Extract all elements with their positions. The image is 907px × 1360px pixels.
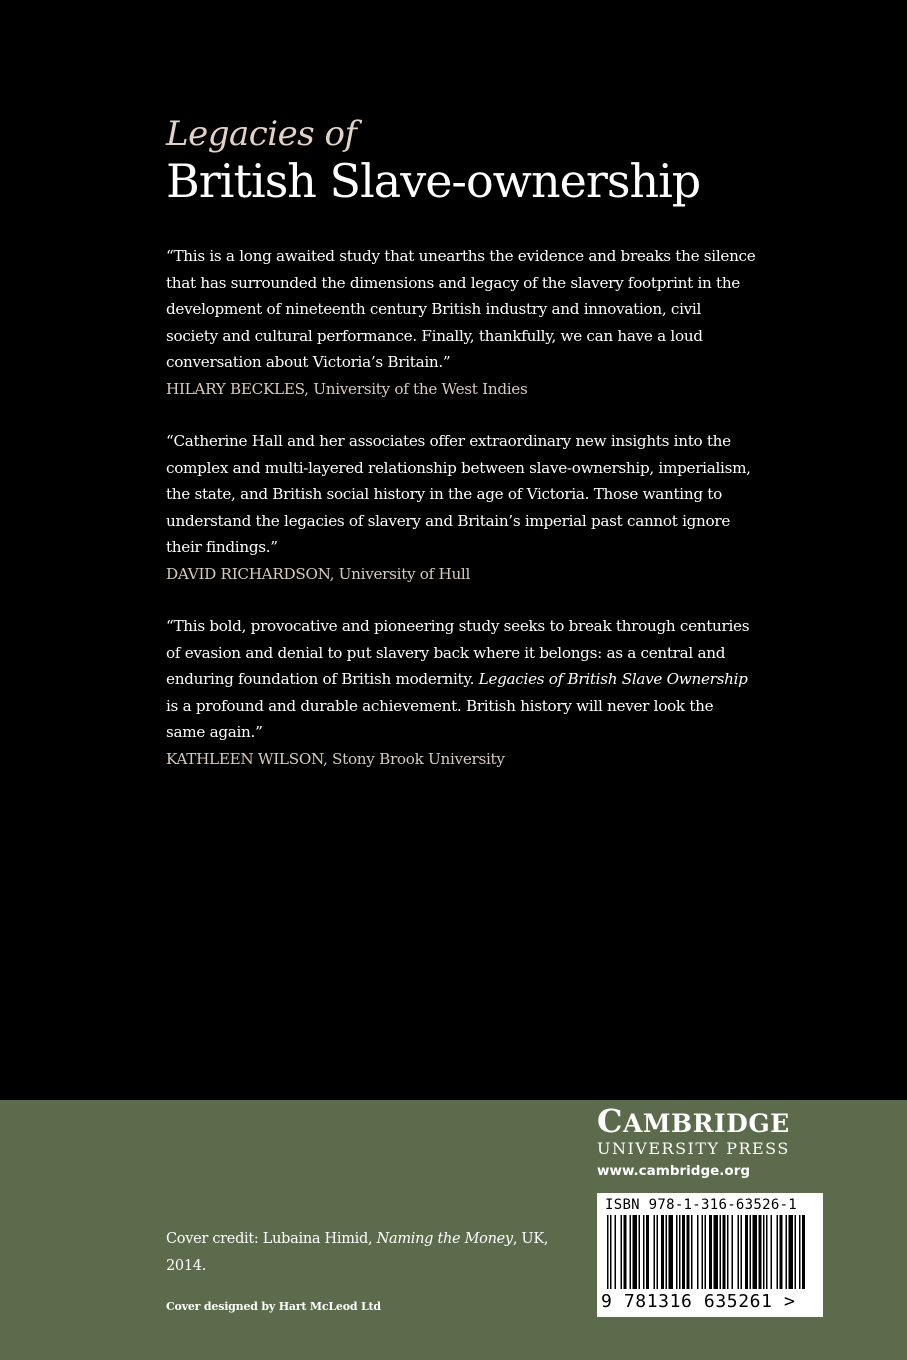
quote-attribution	[166, 565, 470, 583]
endorser-name: DAVID RICHARDSON	[166, 564, 330, 583]
isbn-label: ISBN 978-1-316-63526-1	[605, 1197, 798, 1213]
publisher-logo	[597, 1103, 837, 1182]
barcode-bar	[630, 1215, 632, 1289]
barcode-bar	[766, 1215, 768, 1289]
barcode-bar	[799, 1215, 801, 1289]
endorsement-quote	[166, 613, 756, 772]
barcode-bar	[697, 1215, 699, 1289]
barcode-bar	[802, 1215, 805, 1289]
barcode-bar	[661, 1215, 664, 1289]
quote-book-title: Legacies of British Slave Ownership	[478, 670, 748, 688]
title-line-1: Legacies of	[166, 114, 357, 154]
barcode-bar	[607, 1215, 609, 1289]
endorser-affiliation: , University of the West Indies	[304, 379, 528, 398]
title-block	[166, 112, 806, 210]
barcode-bar	[732, 1215, 734, 1289]
barcode-bar	[676, 1215, 678, 1289]
isbn-barcode	[597, 1193, 823, 1317]
barcode-bar	[657, 1215, 659, 1289]
publisher-name-rest: AMBRIDGE	[622, 1109, 790, 1138]
barcode-bar	[702, 1215, 704, 1289]
barcode-bar	[643, 1215, 645, 1289]
publisher-press: UNIVERSITY PRESS	[597, 1139, 790, 1158]
publisher-name	[597, 1103, 837, 1142]
quote-text: “This is a long awaited study that unearths the evidence and breaks the silence that has surrounded the dimensions and legacy of the slavery footprint in the development of nineteenth century British industry and innovation, civil society and cultural performance. Finally, thankfully, we can have a loud conversation about Victoria’s Britain.”	[166, 247, 756, 371]
endorser-affiliation: , Stony Brook University	[322, 749, 505, 768]
barcode-bar	[795, 1215, 797, 1289]
barcode-bar	[682, 1215, 685, 1289]
barcode-bar	[763, 1215, 765, 1289]
cover-designer: Cover designed by Hart McLeod Ltd	[166, 1300, 381, 1313]
barcode-bar	[639, 1215, 641, 1289]
barcode-bar	[745, 1215, 748, 1289]
barcode-bar	[759, 1215, 762, 1289]
barcode-bar	[633, 1215, 638, 1289]
quote-attribution	[166, 380, 527, 398]
endorser-affiliation: , University of Hull	[329, 564, 471, 583]
barcode-bar	[741, 1215, 743, 1289]
quote-text-end: is a profound and durable achievement. British history will never look the same again.”	[166, 696, 714, 741]
quote-attribution	[166, 750, 505, 768]
cover-credit-work: Naming the Money	[376, 1231, 513, 1247]
quote-text: “Catherine Hall and her associates offer extraordinary new insights into the complex and multi-layered relationship between slave-ownership, imperialism, the state, and British social history in the age of Victoria. Those wanting to understand the legacies of slavery and Britain’s imperial past cannot ignore their findings.”	[166, 432, 751, 556]
barcode-bar	[714, 1215, 719, 1289]
endorsements	[166, 243, 756, 772]
quote-text: “This bold, provocative and pioneering study seeks to break through centuries of evasion and denial to put slavery back where it belongs: as a central and enduring foundation of British modernity.	[166, 617, 750, 688]
publisher-name-initial: C	[597, 1102, 623, 1140]
barcode-bar	[610, 1215, 612, 1289]
barcode-bar	[727, 1215, 729, 1289]
barcode-digits: 9 781316 635261 >	[601, 1291, 796, 1312]
barcode-bars	[603, 1215, 817, 1291]
cover-credit	[166, 1226, 566, 1280]
barcode-bar	[709, 1215, 712, 1289]
barcode-bar	[691, 1215, 693, 1289]
barcode-bar	[679, 1215, 681, 1289]
title-line-2: British Slave-ownership	[166, 154, 701, 208]
barcode-bar	[789, 1215, 794, 1289]
endorser-name: HILARY BECKLES	[166, 379, 305, 398]
barcode-bar	[777, 1215, 779, 1289]
barcode-bar	[615, 1215, 617, 1289]
barcode-bar	[786, 1215, 788, 1289]
barcode-bar	[646, 1215, 649, 1289]
barcode-bar	[750, 1215, 752, 1289]
endorser-name: KATHLEEN WILSON	[166, 749, 323, 768]
cover-credit-suffix: , UK, 2014.	[166, 1231, 549, 1274]
barcode-bar	[654, 1215, 656, 1289]
cover-credit-prefix: Cover credit: Lubaina Himid,	[166, 1231, 377, 1247]
barcode-bar	[666, 1215, 668, 1289]
barcode-bar	[669, 1215, 674, 1289]
barcode-bar	[687, 1215, 690, 1289]
barcode-bar	[624, 1215, 627, 1289]
barcode-bar	[720, 1215, 722, 1289]
barcode-bar	[771, 1215, 773, 1289]
barcode-bar	[723, 1215, 726, 1289]
barcode-bar	[621, 1215, 623, 1289]
barcode-bar	[780, 1215, 783, 1289]
barcode-bar	[753, 1215, 758, 1289]
publisher-url[interactable]: www.cambridge.org	[597, 1163, 751, 1179]
barcode-bar	[705, 1215, 707, 1289]
endorsement-quote	[166, 428, 756, 587]
barcode-bar	[738, 1215, 740, 1289]
endorsement-quote	[166, 243, 756, 402]
